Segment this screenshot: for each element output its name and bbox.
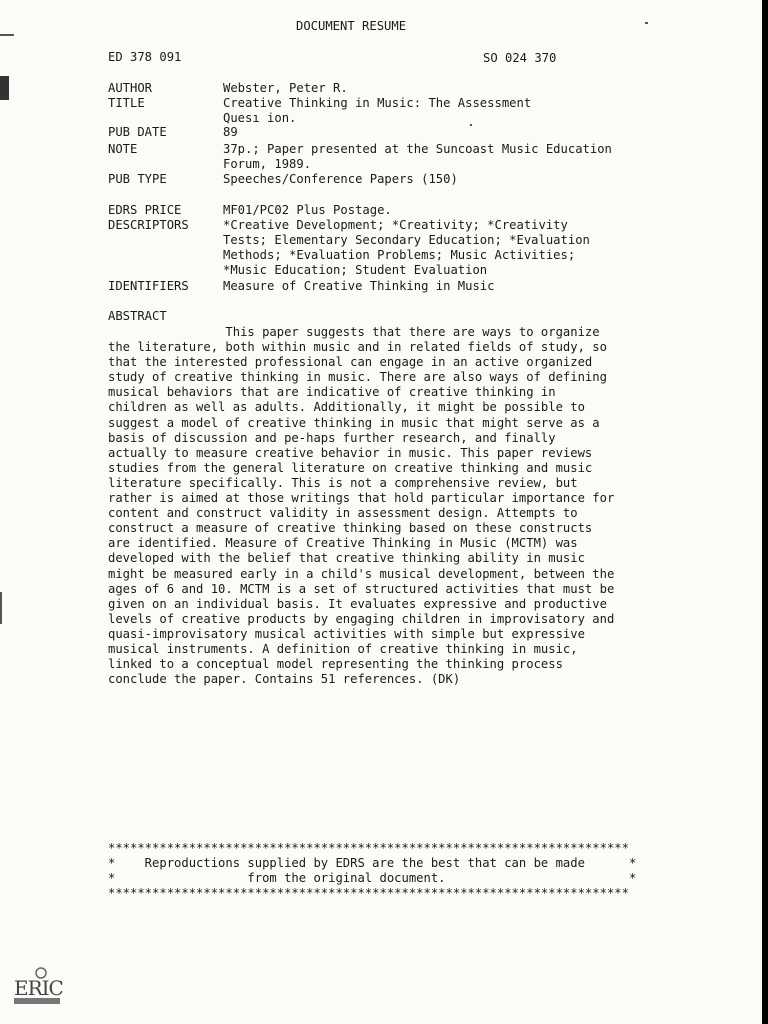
so-number: SO 024 370 (483, 51, 557, 65)
field-label-identifiers: IDENTIFIERS (108, 279, 189, 293)
field-label-pub-type: PUB TYPE (108, 172, 167, 186)
scan-mark (0, 592, 2, 624)
field-label-pub-date: PUB DATE (108, 125, 167, 139)
field-label-edrs-price: EDRS PRICE (108, 203, 182, 217)
field-value-note: 37p.; Paper presented at the Suncoast Music Education Forum, 1989. (223, 142, 612, 171)
reproduction-notice (108, 841, 636, 901)
scan-dot (470, 124, 472, 126)
document-title: DOCUMENT RESUME (296, 19, 407, 33)
field-value-pub-type: Speeches/Conference Papers (150) (223, 172, 458, 186)
notice-line-1: * Reproductions supplied by EDRS are the best that can be made * (108, 856, 637, 870)
eric-logo-text: ERIC (14, 976, 63, 1000)
field-value-title: Creative Thinking in Music: The Assessment Quesı ion. (223, 96, 532, 125)
notice-line-2: * from the original document. * (108, 871, 637, 885)
abstract-heading: ABSTRACT (108, 309, 167, 323)
field-label-note: NOTE (108, 142, 138, 156)
field-label-author: AUTHOR (108, 81, 153, 95)
field-value-descriptors: *Creative Development; *Creativity; *Creativity Tests; Elementary Secondary Education; *Evaluation Methods; *Evaluation Problems; Music Activities; *Music Education; Student Evaluation (223, 218, 590, 277)
notice-border-bottom: *********************************************************************** (108, 886, 629, 900)
ed-number: ED 378 091 (108, 50, 182, 64)
field-label-title: TITLE (108, 96, 145, 110)
field-value-author: Webster, Peter R. (223, 81, 348, 95)
field-value-edrs-price: MF01/PC02 Plus Postage. (223, 203, 392, 217)
notice-border-top: *********************************************************************** (108, 841, 629, 855)
scan-mark (0, 34, 14, 36)
abstract-body: This paper suggests that there are ways to organize the literature, both within music and in related fields of study, so that the interested professional can engage in an active organized study of creative thinking in music. There are also ways of defining musical behaviors that are indicative of creative thinking in children as well as adults. Additionally, it might be possible to suggest a model of creative thinking in music that might serve as a basis of discussion and pe-haps further research, and finally actually to measure creative behavior in music. This paper reviews studies from the general literature on creative thinking and music literature specifically. This is not a comprehensive review, but rather is aimed at those writings that hold particular importance for content and construct validity in assessment design. Attempts to construct a measure of creative thinking based on these constructs are identified. Measure of Creative Thinking in Music (MCTM) was developed with the belief that creative thinking ability in music might be measured early in a child's musical development, between the ages of 6 and 10. MCTM is a set of structured activities that must be given on an individual basis. It evaluates expressive and productive levels of creative products by engaging children in improvisatory and quasi-improvisatory musical activities with simple but expressive musical instruments. A definition of creative thinking in music, linked to a conceptual model representing the thinking process conclude the paper. Contains 51 references. (DK) (108, 325, 615, 687)
scan-dot (645, 22, 648, 24)
scan-mark (0, 76, 9, 100)
field-value-identifiers: Measure of Creative Thinking in Music (223, 279, 495, 293)
field-value-pub-date: 89 (223, 125, 238, 139)
field-label-descriptors: DESCRIPTORS (108, 218, 189, 232)
